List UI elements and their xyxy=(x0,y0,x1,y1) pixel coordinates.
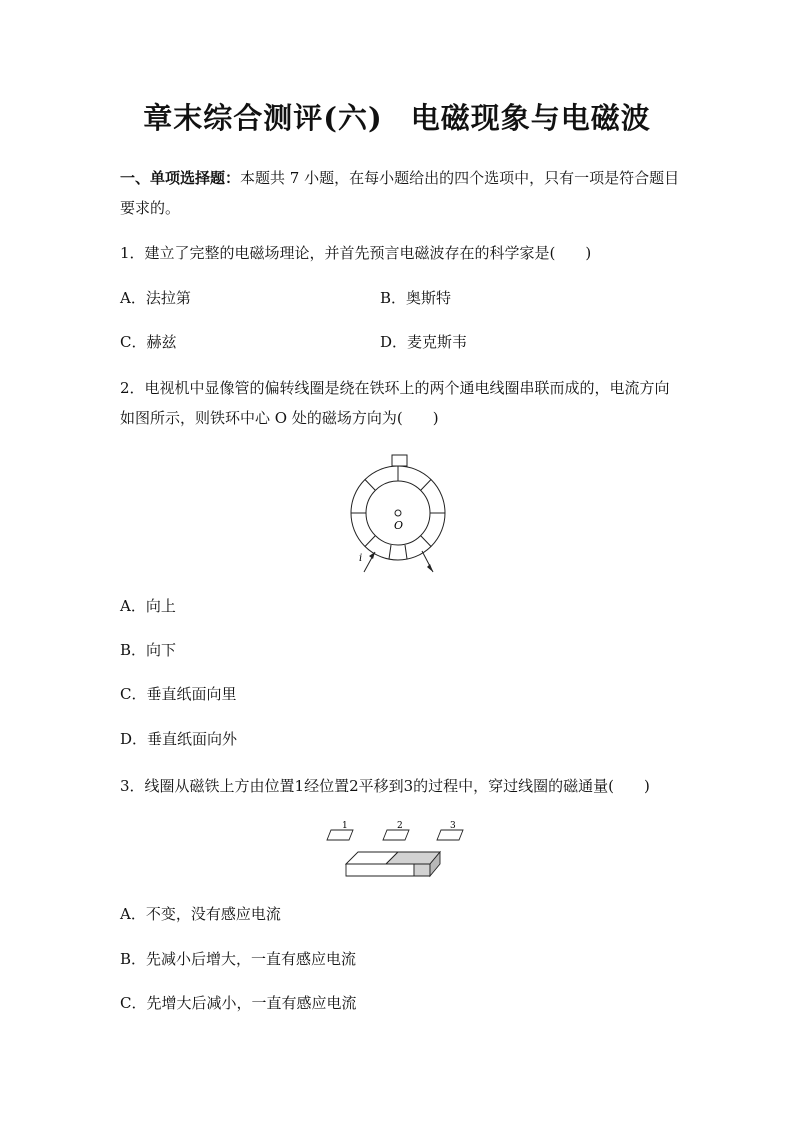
q2-option-a: A．向上 xyxy=(120,597,176,615)
coil-position-1 xyxy=(327,830,353,840)
coil-position-2 xyxy=(383,830,409,840)
coil-position-3 xyxy=(437,830,463,840)
iron-ring-inner xyxy=(366,481,430,545)
position-label-2: 2 xyxy=(397,821,403,831)
position-label-3: 3 xyxy=(450,821,456,831)
position-label-1: 1 xyxy=(342,821,348,831)
q1-option-b: B．奥斯特 xyxy=(380,289,452,307)
page-title xyxy=(0,96,794,137)
q2-option-b: B．向下 xyxy=(120,641,177,659)
q3-option-a: A．不变，没有感应电流 xyxy=(120,905,281,923)
q3-stem: 3．线圈从磁铁上方由位置1经位置2平移到3的过程中，穿过线圈的磁通量( ) xyxy=(120,777,650,795)
q2-stem: 2．电视机中显像管的偏转线圈是绕在铁环上的两个通电线圈串联而成的，电流方向如图所示，则铁环中心 O 处的磁场方向为( ) xyxy=(120,379,670,427)
q2-option-c: C．垂直纸面向里 xyxy=(120,685,237,703)
current-label: i xyxy=(359,553,363,564)
title-part2: 电磁现象与电磁波 xyxy=(410,101,651,135)
coil-magnet-figure xyxy=(320,818,470,880)
title-part1: 章末综合测评(六) xyxy=(143,101,383,135)
q2-option-d: D．垂直纸面向外 xyxy=(120,730,238,748)
deflection-coil-figure xyxy=(340,450,460,575)
q1-option-a: A．法拉第 xyxy=(120,289,191,307)
coil-terminal xyxy=(392,455,407,466)
center-label: O xyxy=(394,519,404,532)
section-text: 本题共 7 小题，在每小题给出的四个选项中，只有一项是符合题目要求的。 xyxy=(120,169,680,217)
bar-magnet xyxy=(346,852,440,876)
q1-option-d: D．麦克斯韦 xyxy=(380,333,468,351)
center-point xyxy=(395,510,401,516)
q1-option-c: C．赫兹 xyxy=(120,333,177,351)
current-arrow-right xyxy=(427,564,433,572)
q3-option-c: C．先增大后减小，一直有感应电流 xyxy=(120,994,357,1012)
q3-option-b: B．先减小后增大，一直有感应电流 xyxy=(120,950,357,968)
section-instructions xyxy=(120,163,680,223)
current-arrow-left xyxy=(369,552,375,559)
section-heading: 一、单项选择题： xyxy=(120,169,241,187)
q1-stem: 1．建立了完整的电磁场理论，并首先预言电磁波存在的科学家是( ) xyxy=(120,244,592,262)
